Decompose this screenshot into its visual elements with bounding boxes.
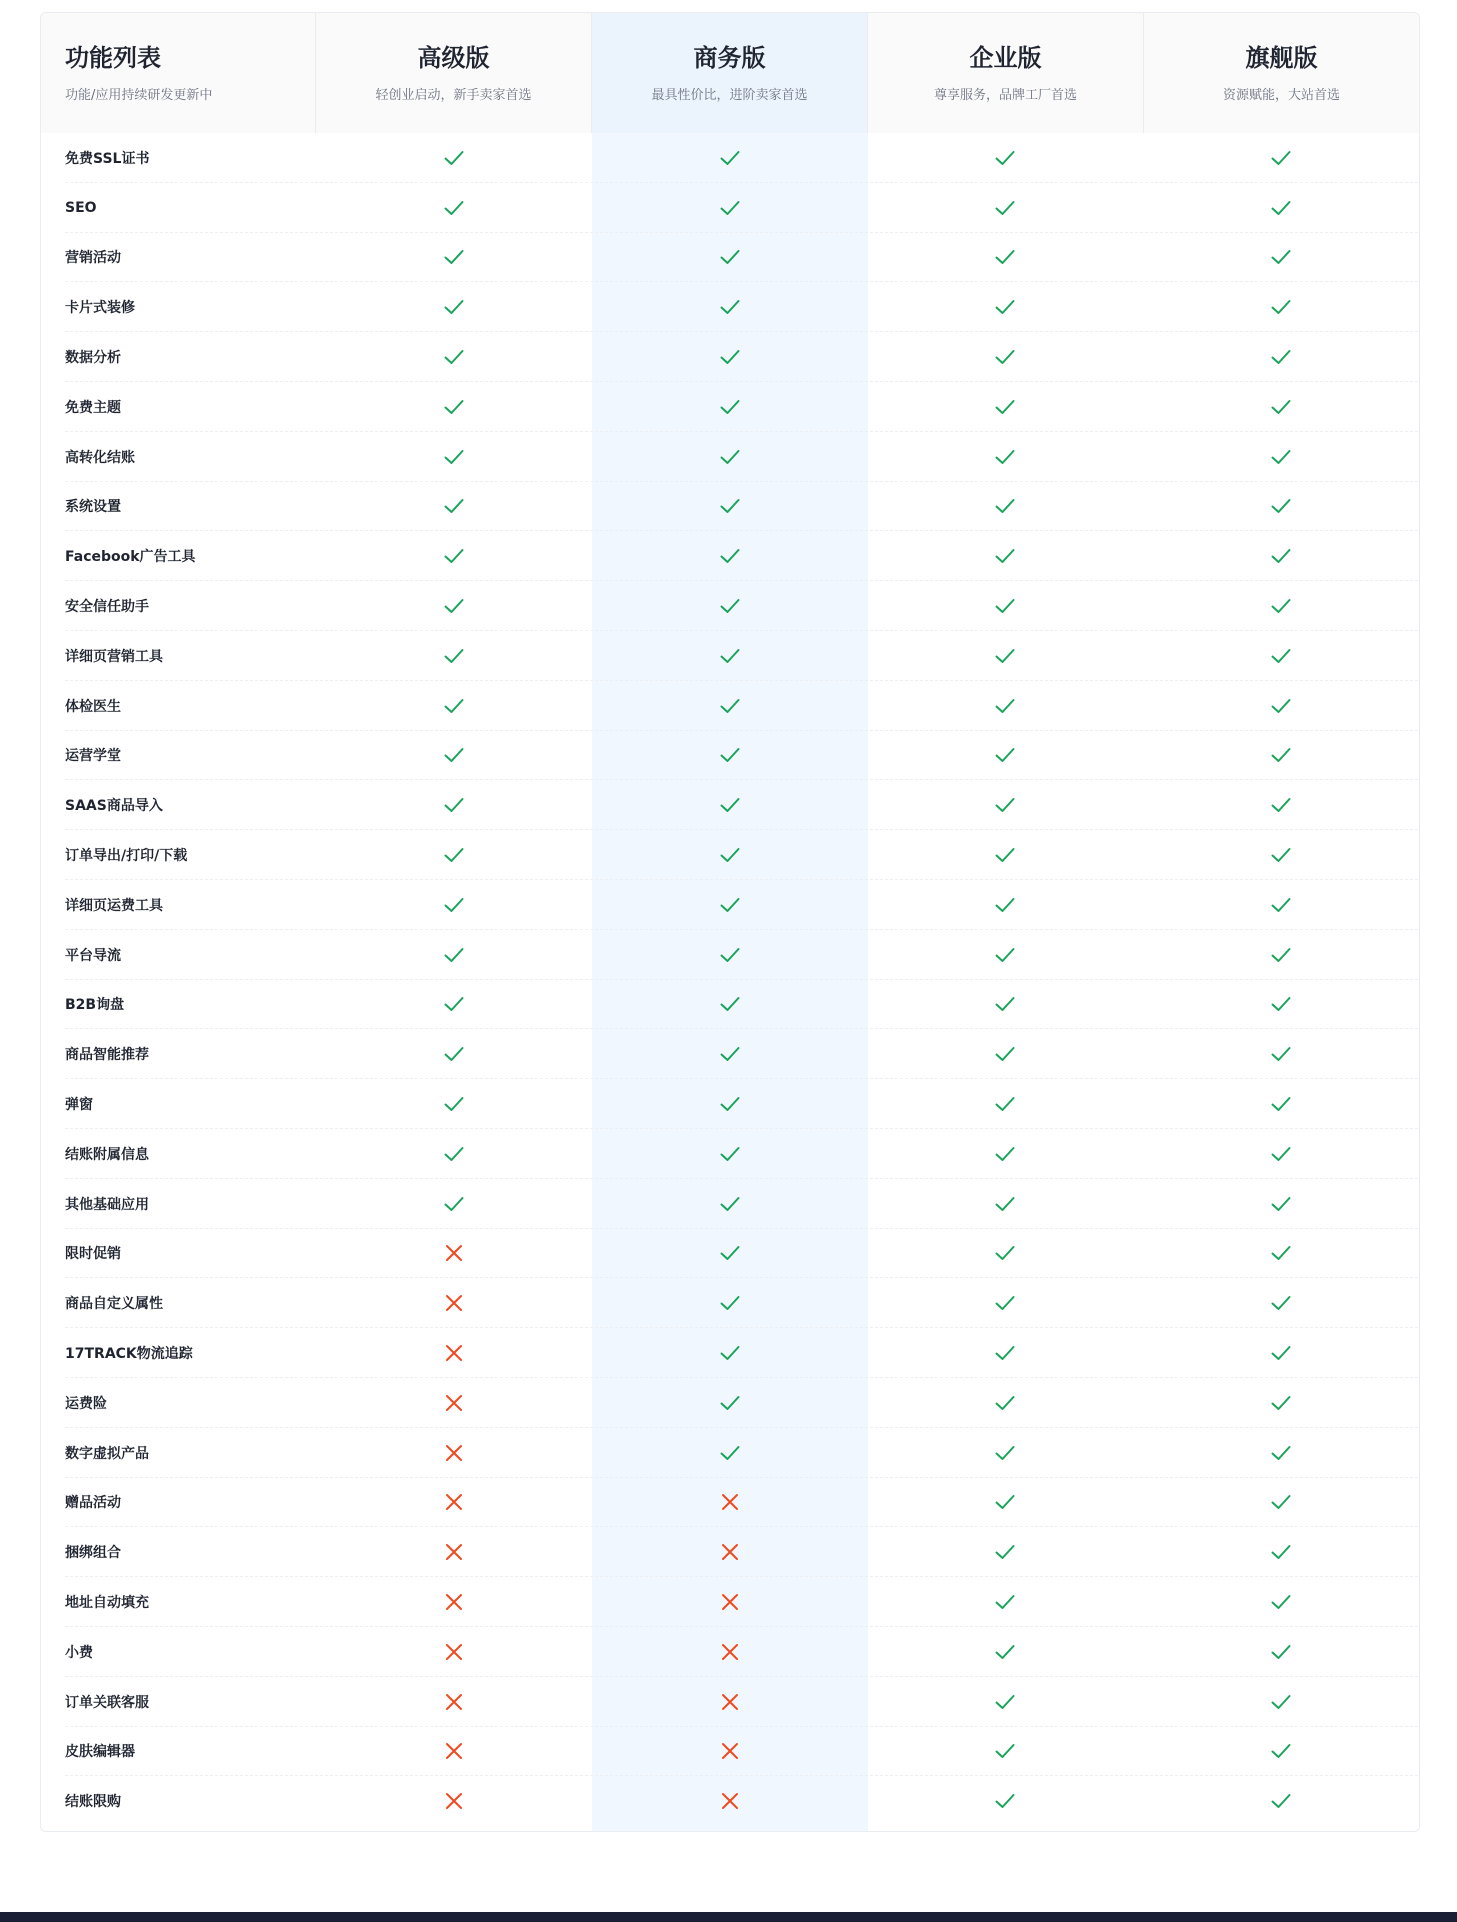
check-icon xyxy=(1143,780,1419,830)
table-row xyxy=(41,183,1419,233)
check-icon xyxy=(867,183,1143,233)
table-row xyxy=(41,133,1419,183)
check-icon xyxy=(1143,382,1419,432)
check-icon xyxy=(592,681,868,731)
cross-icon xyxy=(592,1677,868,1727)
check-icon xyxy=(867,830,1143,880)
table-row xyxy=(41,1776,1419,1826)
check-icon xyxy=(316,930,592,980)
check-icon xyxy=(592,482,868,532)
feature-name: 地址自动填充 xyxy=(65,1595,149,1611)
table-row xyxy=(41,581,1419,631)
check-icon xyxy=(1143,432,1419,482)
header-feature-list xyxy=(41,13,316,133)
check-icon xyxy=(316,1179,592,1229)
feature-name: 详细页营销工具 xyxy=(65,648,163,665)
check-icon xyxy=(1143,930,1419,980)
cross-icon xyxy=(316,1776,592,1826)
table-row xyxy=(41,830,1419,880)
feature-name: 免费主题 xyxy=(65,399,121,416)
cross-icon xyxy=(592,1577,868,1627)
header-plan-business xyxy=(592,13,868,133)
table-row xyxy=(41,1577,1419,1627)
check-icon xyxy=(592,830,868,880)
plan-name: 高级版 xyxy=(417,44,490,72)
feature-name: 17TRACK物流追踪 xyxy=(65,1346,193,1363)
check-icon xyxy=(1143,1129,1419,1179)
feature-name: SAAS商品导入 xyxy=(65,798,163,815)
check-icon xyxy=(1143,1179,1419,1229)
check-icon xyxy=(867,1029,1143,1079)
check-icon xyxy=(867,1577,1143,1627)
check-icon xyxy=(592,531,868,581)
feature-name: 数据分析 xyxy=(65,350,121,367)
feature-name: Facebook广告工具 xyxy=(65,549,196,566)
cross-icon xyxy=(316,1727,592,1777)
check-icon xyxy=(867,1129,1143,1179)
check-icon xyxy=(592,233,868,283)
check-icon xyxy=(592,1328,868,1378)
check-icon xyxy=(592,382,868,432)
check-icon xyxy=(1143,1079,1419,1129)
check-icon xyxy=(1143,1677,1419,1727)
check-icon xyxy=(867,531,1143,581)
check-icon xyxy=(1143,133,1419,183)
check-icon xyxy=(592,731,868,781)
check-icon xyxy=(867,731,1143,781)
check-icon xyxy=(1143,1229,1419,1279)
cross-icon xyxy=(592,1478,868,1528)
check-icon xyxy=(1143,830,1419,880)
table-row xyxy=(41,382,1419,432)
check-icon xyxy=(316,482,592,532)
plan-name: 旗舰版 xyxy=(1245,44,1318,72)
table-row xyxy=(41,482,1419,532)
plan-name: 企业版 xyxy=(969,44,1042,72)
check-icon xyxy=(1143,1527,1419,1577)
check-icon xyxy=(1143,1776,1419,1826)
check-icon xyxy=(1143,482,1419,532)
check-icon xyxy=(316,1029,592,1079)
check-icon xyxy=(316,1079,592,1129)
check-icon xyxy=(592,183,868,233)
check-icon xyxy=(316,1129,592,1179)
table-row xyxy=(41,1179,1419,1229)
table-row xyxy=(41,1079,1419,1129)
check-icon xyxy=(867,133,1143,183)
feature-name: 订单导出/打印/下载 xyxy=(65,848,188,865)
check-icon xyxy=(316,233,592,283)
feature-name: 运费险 xyxy=(65,1395,107,1412)
check-icon xyxy=(316,631,592,681)
table-row xyxy=(41,880,1419,930)
table-row xyxy=(41,1229,1419,1279)
table-row xyxy=(41,1129,1419,1179)
feature-list-title: 功能列表 xyxy=(65,44,161,72)
header-plan-advanced xyxy=(316,13,592,133)
check-icon xyxy=(1143,731,1419,781)
check-icon xyxy=(1143,1378,1419,1428)
check-icon xyxy=(1143,1328,1419,1378)
feature-name: 数字虚拟产品 xyxy=(65,1445,149,1462)
table-row xyxy=(41,1428,1419,1478)
check-icon xyxy=(867,482,1143,532)
cross-icon xyxy=(592,1727,868,1777)
check-icon xyxy=(867,1428,1143,1478)
feature-name: 系统设置 xyxy=(65,499,121,516)
check-icon xyxy=(867,432,1143,482)
feature-name: 商品智能推荐 xyxy=(65,1047,149,1064)
check-icon xyxy=(867,382,1143,432)
plan-comparison-table xyxy=(40,12,1420,1832)
check-icon xyxy=(316,332,592,382)
cross-icon xyxy=(316,1677,592,1727)
check-icon xyxy=(867,1378,1143,1428)
check-icon xyxy=(867,1328,1143,1378)
check-icon xyxy=(1143,1428,1419,1478)
check-icon xyxy=(1143,880,1419,930)
check-icon xyxy=(867,681,1143,731)
table-row xyxy=(41,1378,1419,1428)
table-row xyxy=(41,1029,1419,1079)
feature-name: 卡片式装修 xyxy=(65,300,135,317)
feature-name: 商品自定义属性 xyxy=(65,1296,163,1313)
check-icon xyxy=(867,780,1143,830)
cross-icon xyxy=(316,1428,592,1478)
check-icon xyxy=(1143,233,1419,283)
check-icon xyxy=(867,1627,1143,1677)
check-icon xyxy=(592,332,868,382)
check-icon xyxy=(316,432,592,482)
feature-name: 订单关联客服 xyxy=(65,1694,149,1711)
cross-icon xyxy=(316,1627,592,1677)
feature-name: 赠品活动 xyxy=(65,1495,121,1512)
check-icon xyxy=(316,780,592,830)
plan-tagline: 最具性价比，进阶卖家首选 xyxy=(651,88,808,103)
feature-name: 体检医生 xyxy=(65,698,121,715)
check-icon xyxy=(592,1129,868,1179)
check-icon xyxy=(867,880,1143,930)
cross-icon xyxy=(316,1478,592,1528)
check-icon xyxy=(867,631,1143,681)
feature-name: 捆绑组合 xyxy=(65,1545,121,1562)
check-icon xyxy=(1143,183,1419,233)
check-icon xyxy=(1143,282,1419,332)
check-icon xyxy=(867,1776,1143,1826)
check-icon xyxy=(592,1278,868,1328)
check-icon xyxy=(592,1029,868,1079)
check-icon xyxy=(867,233,1143,283)
feature-name: B2B询盘 xyxy=(65,997,125,1014)
cross-icon xyxy=(592,1527,868,1577)
check-icon xyxy=(1143,332,1419,382)
plan-tagline: 资源赋能，大站首选 xyxy=(1222,88,1340,103)
check-icon xyxy=(867,980,1143,1030)
feature-name: 运营学堂 xyxy=(65,748,121,765)
check-icon xyxy=(867,1727,1143,1777)
check-icon xyxy=(1143,631,1419,681)
check-icon xyxy=(867,581,1143,631)
feature-name: 限时促销 xyxy=(65,1246,121,1263)
table-row xyxy=(41,432,1419,482)
check-icon xyxy=(592,780,868,830)
check-icon xyxy=(1143,1577,1419,1627)
check-icon xyxy=(867,1278,1143,1328)
check-icon xyxy=(1143,1478,1419,1528)
cross-icon xyxy=(316,1378,592,1428)
feature-name: 详细页运费工具 xyxy=(65,897,163,914)
check-icon xyxy=(592,631,868,681)
cross-icon xyxy=(316,1577,592,1627)
check-icon xyxy=(1143,1278,1419,1328)
plan-tagline: 尊享服务，品牌工厂首选 xyxy=(933,88,1077,103)
check-icon xyxy=(592,581,868,631)
check-icon xyxy=(592,980,868,1030)
check-icon xyxy=(592,1229,868,1279)
check-icon xyxy=(867,282,1143,332)
feature-name: 小费 xyxy=(65,1644,93,1661)
feature-name: 结账附属信息 xyxy=(65,1146,149,1163)
check-icon xyxy=(316,282,592,332)
feature-name: SEO xyxy=(65,199,97,216)
check-icon xyxy=(592,1079,868,1129)
check-icon xyxy=(867,1229,1143,1279)
cross-icon xyxy=(592,1776,868,1826)
header-plan-enterprise xyxy=(868,13,1144,133)
table-header xyxy=(41,13,1419,133)
check-icon xyxy=(592,930,868,980)
cross-icon xyxy=(316,1229,592,1279)
table-row xyxy=(41,681,1419,731)
feature-name: 皮肤编辑器 xyxy=(65,1744,135,1761)
check-icon xyxy=(592,880,868,930)
check-icon xyxy=(592,282,868,332)
footer-bar xyxy=(0,1912,1457,1922)
table-row xyxy=(41,233,1419,283)
feature-name: 安全信任助手 xyxy=(65,599,149,616)
check-icon xyxy=(592,133,868,183)
table-row xyxy=(41,980,1419,1030)
check-icon xyxy=(316,731,592,781)
table-row xyxy=(41,1677,1419,1727)
check-icon xyxy=(1143,1727,1419,1777)
table-row xyxy=(41,731,1419,781)
check-icon xyxy=(316,382,592,432)
table-row xyxy=(41,1478,1419,1528)
cross-icon xyxy=(316,1328,592,1378)
feature-name: 其他基础应用 xyxy=(65,1196,149,1213)
check-icon xyxy=(592,432,868,482)
check-icon xyxy=(1143,581,1419,631)
check-icon xyxy=(592,1378,868,1428)
table-row xyxy=(41,1627,1419,1677)
table-row xyxy=(41,1527,1419,1577)
feature-name: 结账限购 xyxy=(65,1794,121,1811)
table-row xyxy=(41,631,1419,681)
check-icon xyxy=(867,1179,1143,1229)
cross-icon xyxy=(316,1278,592,1328)
table-row xyxy=(41,1727,1419,1777)
plan-tagline: 轻创业启动，新手卖家首选 xyxy=(375,88,532,103)
feature-name: 免费SSL证书 xyxy=(65,150,150,167)
feature-name: 营销活动 xyxy=(65,250,121,267)
check-icon xyxy=(592,1428,868,1478)
header-plan-flagship xyxy=(1144,13,1419,133)
plan-name: 商务版 xyxy=(693,44,766,72)
check-icon xyxy=(867,930,1143,980)
feature-list-subtitle: 功能/应用持续研发更新中 xyxy=(65,88,213,103)
table-row xyxy=(41,282,1419,332)
check-icon xyxy=(316,133,592,183)
check-icon xyxy=(1143,1627,1419,1677)
check-icon xyxy=(316,531,592,581)
check-icon xyxy=(867,1079,1143,1129)
check-icon xyxy=(592,1179,868,1229)
table-row xyxy=(41,780,1419,830)
cross-icon xyxy=(592,1627,868,1677)
table-row xyxy=(41,531,1419,581)
check-icon xyxy=(1143,681,1419,731)
feature-name: 平台导流 xyxy=(65,947,121,964)
table-row xyxy=(41,332,1419,382)
check-icon xyxy=(316,980,592,1030)
check-icon xyxy=(867,332,1143,382)
check-icon xyxy=(867,1677,1143,1727)
table-row xyxy=(41,1328,1419,1378)
feature-rows xyxy=(41,133,1419,1826)
check-icon xyxy=(1143,980,1419,1030)
check-icon xyxy=(867,1478,1143,1528)
check-icon xyxy=(867,1527,1143,1577)
check-icon xyxy=(316,681,592,731)
check-icon xyxy=(316,581,592,631)
check-icon xyxy=(316,880,592,930)
table-row xyxy=(41,1278,1419,1328)
feature-name: 高转化结账 xyxy=(65,449,135,466)
check-icon xyxy=(316,183,592,233)
check-icon xyxy=(316,830,592,880)
table-row xyxy=(41,930,1419,980)
feature-name: 弹窗 xyxy=(65,1097,93,1114)
check-icon xyxy=(1143,531,1419,581)
check-icon xyxy=(1143,1029,1419,1079)
cross-icon xyxy=(316,1527,592,1577)
